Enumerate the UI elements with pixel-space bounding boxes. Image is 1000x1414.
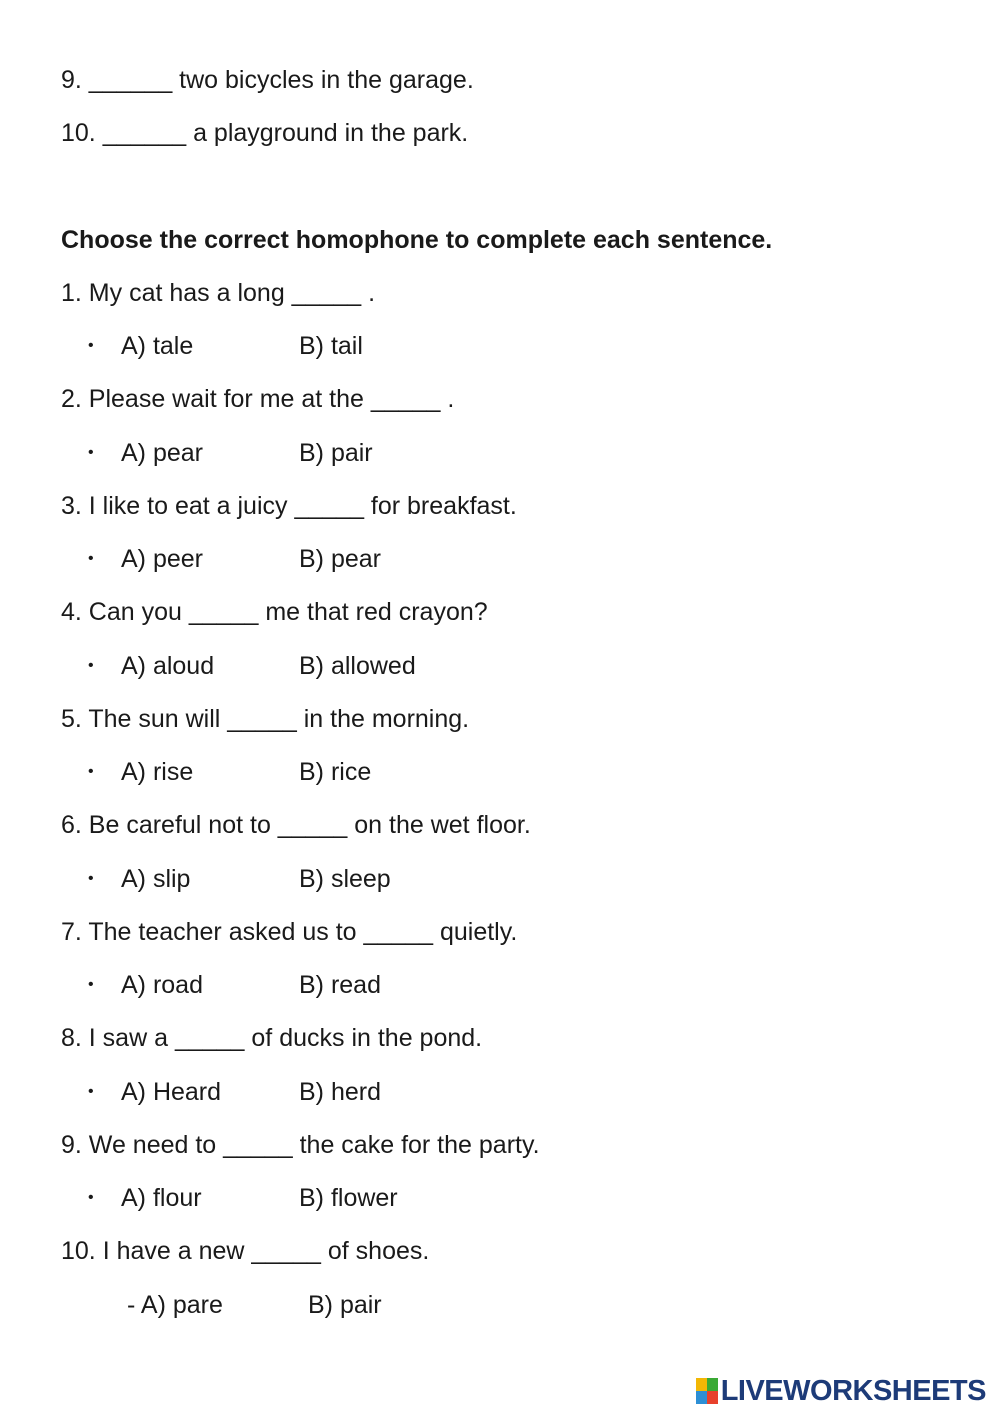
option-b[interactable]: B) flower	[299, 1184, 398, 1212]
question-7: 7. The teacher asked us to _____ quietly.	[61, 918, 518, 946]
question-1: 1. My cat has a long _____ .	[61, 279, 376, 307]
bullet-icon: •	[88, 550, 94, 567]
logo-square-blue	[696, 1391, 707, 1404]
section-heading: Choose the correct homophone to complete each sentence.	[61, 226, 773, 254]
option-b[interactable]: B) allowed	[299, 652, 416, 680]
option-a[interactable]: A) Heard	[121, 1078, 222, 1106]
bullet-icon: •	[88, 1083, 94, 1100]
liveworksheets-logo	[696, 1374, 986, 1408]
option-b[interactable]: B) herd	[299, 1078, 381, 1106]
question-10: 10. I have a new _____ of shoes.	[61, 1237, 430, 1265]
question-3: 3. I like to eat a juicy _____ for breakfast.	[61, 492, 517, 520]
option-a[interactable]: A) tale	[121, 332, 194, 360]
logo-grid-icon	[696, 1378, 718, 1404]
question-6: 6. Be careful not to _____ on the wet floor.	[61, 811, 531, 839]
option-b[interactable]: B) pair	[299, 439, 373, 467]
logo-square-yellow	[696, 1378, 707, 1391]
carryover-line-10: 10. ______ a playground in the park.	[61, 119, 469, 147]
carryover-line-9: 9. ______ two bicycles in the garage.	[61, 66, 474, 94]
bullet-icon: •	[88, 976, 94, 993]
bullet-icon: •	[88, 1189, 94, 1206]
option-b[interactable]: B) tail	[299, 332, 363, 360]
logo-square-red	[707, 1391, 718, 1404]
logo-square-green	[707, 1378, 718, 1391]
bullet-icon: •	[88, 337, 94, 354]
option-b[interactable]: B) pear	[299, 545, 381, 573]
option-b[interactable]: B) sleep	[299, 865, 391, 893]
option-b[interactable]: B) read	[299, 971, 381, 999]
question-9: 9. We need to _____ the cake for the party.	[61, 1131, 540, 1159]
bullet-icon: •	[88, 870, 94, 887]
question-8: 8. I saw a _____ of ducks in the pond.	[61, 1024, 483, 1052]
option-b[interactable]: B) rice	[299, 758, 372, 786]
option-a[interactable]: A) aloud	[121, 652, 215, 680]
bullet-icon: •	[88, 657, 94, 674]
bullet-icon: •	[88, 444, 94, 461]
option-a[interactable]: A) flour	[121, 1184, 202, 1212]
option-a[interactable]: A) slip	[121, 865, 191, 893]
bullet-icon: •	[88, 763, 94, 780]
question-5: 5. The sun will _____ in the morning.	[61, 705, 470, 733]
option-a[interactable]: A) rise	[121, 758, 194, 786]
logo-text: LIVEWORKSHEETS	[720, 1374, 986, 1407]
option-a[interactable]: A) road	[121, 971, 203, 999]
question-2: 2. Please wait for me at the _____ .	[61, 385, 455, 413]
option-b[interactable]: B) pair	[308, 1291, 382, 1319]
option-a[interactable]: - A) pare	[127, 1291, 223, 1319]
question-4: 4. Can you _____ me that red crayon?	[61, 598, 488, 626]
option-a[interactable]: A) peer	[121, 545, 203, 573]
option-a[interactable]: A) pear	[121, 439, 203, 467]
